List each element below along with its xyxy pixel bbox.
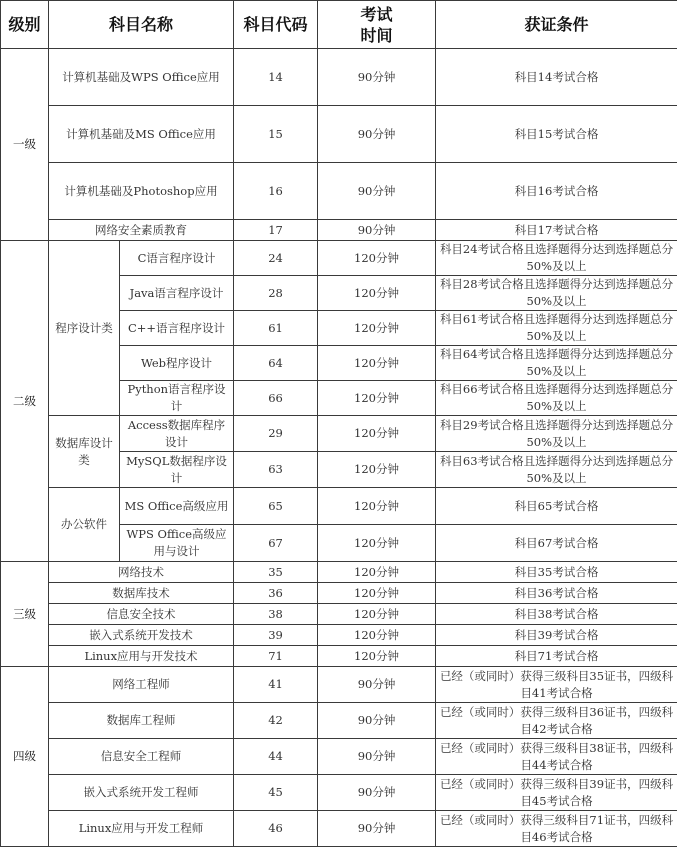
exam-time: 120分钟 (318, 646, 436, 667)
exam-time: 120分钟 (318, 488, 436, 525)
header-code: 科目代码 (234, 1, 318, 49)
subject-code: 17 (234, 220, 318, 241)
table-row (1, 811, 677, 847)
exam-time: 120分钟 (318, 604, 436, 625)
table-row (1, 416, 677, 452)
subject-code: 16 (234, 163, 318, 220)
table-row (1, 667, 677, 703)
exam-time: 90分钟 (318, 106, 436, 163)
header-subject: 科目名称 (49, 1, 234, 49)
subject-code: 46 (234, 811, 318, 847)
cert-condition: 科目17考试合格 (436, 220, 677, 241)
subject-name: Web程序设计 (120, 346, 234, 381)
table-row (1, 775, 677, 811)
exam-time: 90分钟 (318, 739, 436, 775)
exam-time: 120分钟 (318, 241, 436, 276)
subject-code: 42 (234, 703, 318, 739)
table-row (1, 488, 677, 525)
subject-code: 44 (234, 739, 318, 775)
exam-time: 120分钟 (318, 416, 436, 452)
cert-condition: 已经（或同时）获得三级科目39证书，四级科目45考试合格 (436, 775, 677, 811)
subject-name: 计算机基础及Photoshop应用 (49, 163, 234, 220)
table-row (1, 241, 677, 276)
subject-code: 71 (234, 646, 318, 667)
subject-code: 24 (234, 241, 318, 276)
header-row (1, 1, 677, 49)
subject-code: 29 (234, 416, 318, 452)
cert-condition: 科目71考试合格 (436, 646, 677, 667)
subject-name: C++语言程序设计 (120, 311, 234, 346)
category-label: 办公软件 (49, 488, 120, 562)
table-row (1, 220, 677, 241)
cert-condition: 科目15考试合格 (436, 106, 677, 163)
exam-time: 90分钟 (318, 163, 436, 220)
header-time: 考试时间 (318, 1, 436, 49)
cert-condition: 已经（或同时）获得三级科目35证书，四级科目41考试合格 (436, 667, 677, 703)
exam-time: 120分钟 (318, 311, 436, 346)
subject-name: Python语言程序设计 (120, 381, 234, 416)
subject-name: 信息安全工程师 (49, 739, 234, 775)
table-row (1, 604, 677, 625)
subject-name: Access数据库程序设计 (120, 416, 234, 452)
table-row (1, 106, 677, 163)
subject-name: 计算机基础及WPS Office应用 (49, 49, 234, 106)
subject-name: MySQL数据程序设计 (120, 452, 234, 488)
subject-name: 网络工程师 (49, 667, 234, 703)
exam-time: 90分钟 (318, 220, 436, 241)
subject-name: 嵌入式系统开发工程师 (49, 775, 234, 811)
cert-condition: 科目39考试合格 (436, 625, 677, 646)
table-row (1, 163, 677, 220)
subject-name: 嵌入式系统开发技术 (49, 625, 234, 646)
level-label: 三级 (1, 562, 49, 667)
exam-time: 120分钟 (318, 346, 436, 381)
cert-condition: 科目67考试合格 (436, 525, 677, 562)
table-row (1, 562, 677, 583)
cert-condition: 科目64考试合格且选择题得分达到选择题总分50%及以上 (436, 346, 677, 381)
subject-code: 36 (234, 583, 318, 604)
category-label: 程序设计类 (49, 241, 120, 416)
subject-code: 63 (234, 452, 318, 488)
subject-code: 65 (234, 488, 318, 525)
subject-name: 计算机基础及MS Office应用 (49, 106, 234, 163)
cert-condition: 科目29考试合格且选择题得分达到选择题总分50%及以上 (436, 416, 677, 452)
subject-code: 45 (234, 775, 318, 811)
cert-condition: 科目61考试合格且选择题得分达到选择题总分50%及以上 (436, 311, 677, 346)
subject-name: 信息安全技术 (49, 604, 234, 625)
cert-condition: 科目14考试合格 (436, 49, 677, 106)
cert-condition: 科目66考试合格且选择题得分达到选择题总分50%及以上 (436, 381, 677, 416)
cert-condition: 科目63考试合格且选择题得分达到选择题总分50%及以上 (436, 452, 677, 488)
exam-time: 90分钟 (318, 667, 436, 703)
exam-time: 90分钟 (318, 811, 436, 847)
exam-time: 120分钟 (318, 625, 436, 646)
subject-name: Linux应用与开发工程师 (49, 811, 234, 847)
exam-time: 120分钟 (318, 276, 436, 311)
exam-time: 90分钟 (318, 775, 436, 811)
exam-time: 120分钟 (318, 381, 436, 416)
table-row (1, 625, 677, 646)
exam-time: 90分钟 (318, 703, 436, 739)
cert-condition: 已经（或同时）获得三级科目38证书，四级科目44考试合格 (436, 739, 677, 775)
subject-code: 67 (234, 525, 318, 562)
table-row (1, 646, 677, 667)
subject-code: 38 (234, 604, 318, 625)
cert-condition: 科目28考试合格且选择题得分达到选择题总分50%及以上 (436, 276, 677, 311)
subject-code: 66 (234, 381, 318, 416)
subject-name: 数据库工程师 (49, 703, 234, 739)
level-label: 四级 (1, 667, 49, 847)
subject-name: 网络技术 (49, 562, 234, 583)
exam-time: 120分钟 (318, 583, 436, 604)
header-condition: 获证条件 (436, 1, 677, 49)
header-level: 级别 (1, 1, 49, 49)
subject-code: 35 (234, 562, 318, 583)
exam-time: 120分钟 (318, 525, 436, 562)
subject-name: Java语言程序设计 (120, 276, 234, 311)
subject-name: C语言程序设计 (120, 241, 234, 276)
exam-time: 90分钟 (318, 49, 436, 106)
exam-time: 120分钟 (318, 452, 436, 488)
cert-condition: 已经（或同时）获得三级科目36证书，四级科目42考试合格 (436, 703, 677, 739)
cert-condition: 已经（或同时）获得三级科目71证书，四级科目46考试合格 (436, 811, 677, 847)
subject-code: 15 (234, 106, 318, 163)
subject-code: 61 (234, 311, 318, 346)
exam-time: 120分钟 (318, 562, 436, 583)
subject-name: 网络安全素质教育 (49, 220, 234, 241)
subject-name: MS Office高级应用 (120, 488, 234, 525)
subject-code: 39 (234, 625, 318, 646)
cert-condition: 科目16考试合格 (436, 163, 677, 220)
table-row (1, 703, 677, 739)
cert-condition: 科目38考试合格 (436, 604, 677, 625)
subject-name: Linux应用与开发技术 (49, 646, 234, 667)
table-row (1, 49, 677, 106)
subject-name: 数据库技术 (49, 583, 234, 604)
cert-condition: 科目35考试合格 (436, 562, 677, 583)
level-label: 一级 (1, 49, 49, 241)
table-row (1, 739, 677, 775)
subject-code: 41 (234, 667, 318, 703)
subject-code: 28 (234, 276, 318, 311)
level-label: 二级 (1, 241, 49, 562)
cert-condition: 科目24考试合格且选择题得分达到选择题总分50%及以上 (436, 241, 677, 276)
table-row (1, 583, 677, 604)
subject-code: 14 (234, 49, 318, 106)
subject-code: 64 (234, 346, 318, 381)
cert-condition: 科目65考试合格 (436, 488, 677, 525)
cert-condition: 科目36考试合格 (436, 583, 677, 604)
category-label: 数据库设计类 (49, 416, 120, 488)
subject-name: WPS Office高级应用与设计 (120, 525, 234, 562)
